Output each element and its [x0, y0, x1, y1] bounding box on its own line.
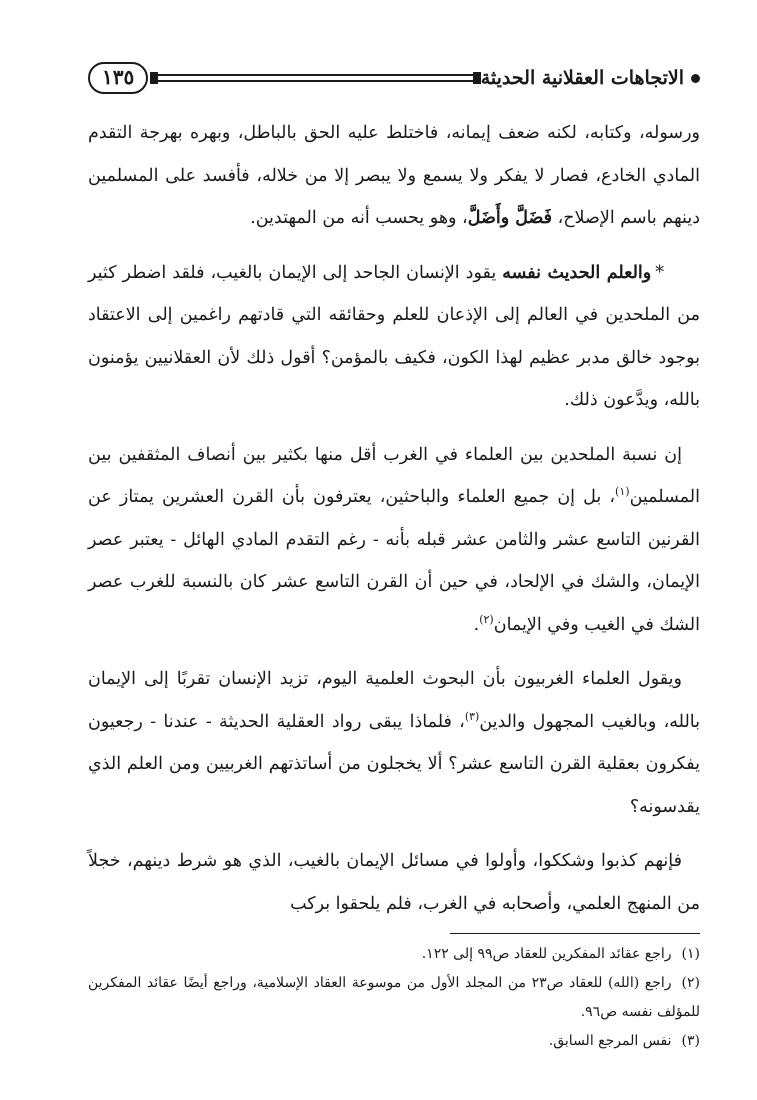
running-title: الاتجاهات العقلانية الحديثة: [480, 67, 684, 89]
rule-end-square-icon: [473, 72, 481, 84]
emphasis-text: فَضَلَّ وأَضَلَّ: [467, 208, 553, 228]
page-number: ١٣٥: [88, 62, 148, 94]
footnote-text: نفس المرجع السابق.: [548, 1033, 672, 1049]
page-header: [88, 58, 700, 98]
paragraph: [88, 840, 700, 925]
rule-end-square-icon: [150, 72, 158, 84]
footnote-text: راجع (الله) للعقاد ص٢٣ من المجلد الأول من موسوعة العقاد الإسلامية، وراجع أيضًا عقائد المفكرين للمؤلف نفسه ص٩٦.: [88, 975, 700, 1020]
paragraph: [88, 112, 700, 240]
paragraph-text: يقود الإنسان الجاحد إلى الإيمان بالغيب، فلقد اضطر كثير من الملحدين في العالم إلى الإذعان للعلم وحقائقه التي قادتهم راغمين إلى الاعتقاد بوجود خالق مدبر عظيم لهذا الكون، فكيف بالمؤمن؟ أقول ذلك لأن العقلانيين يؤمنون بالله، ويدَّعون ذلك.: [88, 262, 700, 410]
footnote: [88, 969, 700, 1027]
footnotes: [88, 940, 700, 1056]
footnote-reference[interactable]: (١): [615, 485, 630, 499]
footnote-text: راجع عقائد المفكرين للعقاد ص٩٩ إلى ١٢٢.: [421, 946, 672, 962]
footnote: [88, 940, 700, 969]
paragraph-text: إن نسبة الملحدين بين العلماء في الغرب أقل منها بكثير بين أنصاف المثقفين بين المسلمين: [88, 444, 700, 507]
paragraph-text: فإنهم كذبوا وشككوا، وأولوا في مسائل الإيمان بالغيب، الذي هو شرط دينهم، خجلاً من المنهج العلمي، وأصحابه في الغرب، فلم يلحقوا بركب: [88, 851, 700, 914]
paragraph: [88, 658, 700, 828]
paragraph-text: ، فلماذا يبقى رواد العقلية الحديثة - عندنا - رجعيون يفكرون بعقلية القرن التاسع عشر؟ ألا يخجلون من أساتذتهم الغربيين ومن العلم الذي يقدسونه؟: [88, 711, 700, 817]
paragraph: [88, 434, 700, 647]
bullet-icon: [691, 74, 700, 83]
footnote-separator: [450, 933, 700, 934]
paragraph-text: ورسوله، وكتابه، لكنه ضعف إيمانه، فاختلط عليه الحق بالباطل، وبهره بهرجة التقدم المادي الخادع، فصار لا يفكر ولا يسمع ولا يبصر إلا من خلاله، فأفسد على المسلمين دينهم باسم الإصلاح،: [88, 123, 700, 228]
footnote-number: (٢): [681, 975, 700, 991]
footnote-number: (٣): [681, 1033, 700, 1049]
star-bullet: *: [655, 262, 664, 283]
emphasis-text: والعلم الحديث نفسه: [502, 262, 652, 283]
paragraph-text: ويقول العلماء الغربيون بأن البحوث العلمية اليوم، تزيد الإنسان تقربًا إلى الإيمان بالله، وبالغيب المجهول والدين: [88, 669, 700, 732]
paragraph-text: ، بل إن جميع العلماء والباحثين، يعترفون بأن القرن العشرين يمتاز عن القرنين التاسع عشر والثامن عشر قبله بأنه - رغم التقدم المادي الهائل - يعتبر عصر الإيمان، والشك في الإلحاد، في حين أن القرن التاسع عشر كان بالنسبة للغرب عصر الشك في الغيب وفي الإيمان: [88, 487, 700, 635]
paragraph-text: .: [473, 614, 480, 635]
paragraph-text: ، وهو يحسب أنه من المهتدين.: [250, 208, 468, 228]
header-rule: [158, 74, 472, 82]
footnote: [88, 1027, 700, 1056]
book-page: [88, 58, 700, 1056]
footnote-number: (١): [681, 946, 700, 962]
footnote-reference[interactable]: (٣): [464, 709, 480, 723]
page-body: [88, 112, 700, 925]
paragraph: [88, 252, 700, 422]
footnote-reference[interactable]: (٢): [479, 612, 494, 626]
